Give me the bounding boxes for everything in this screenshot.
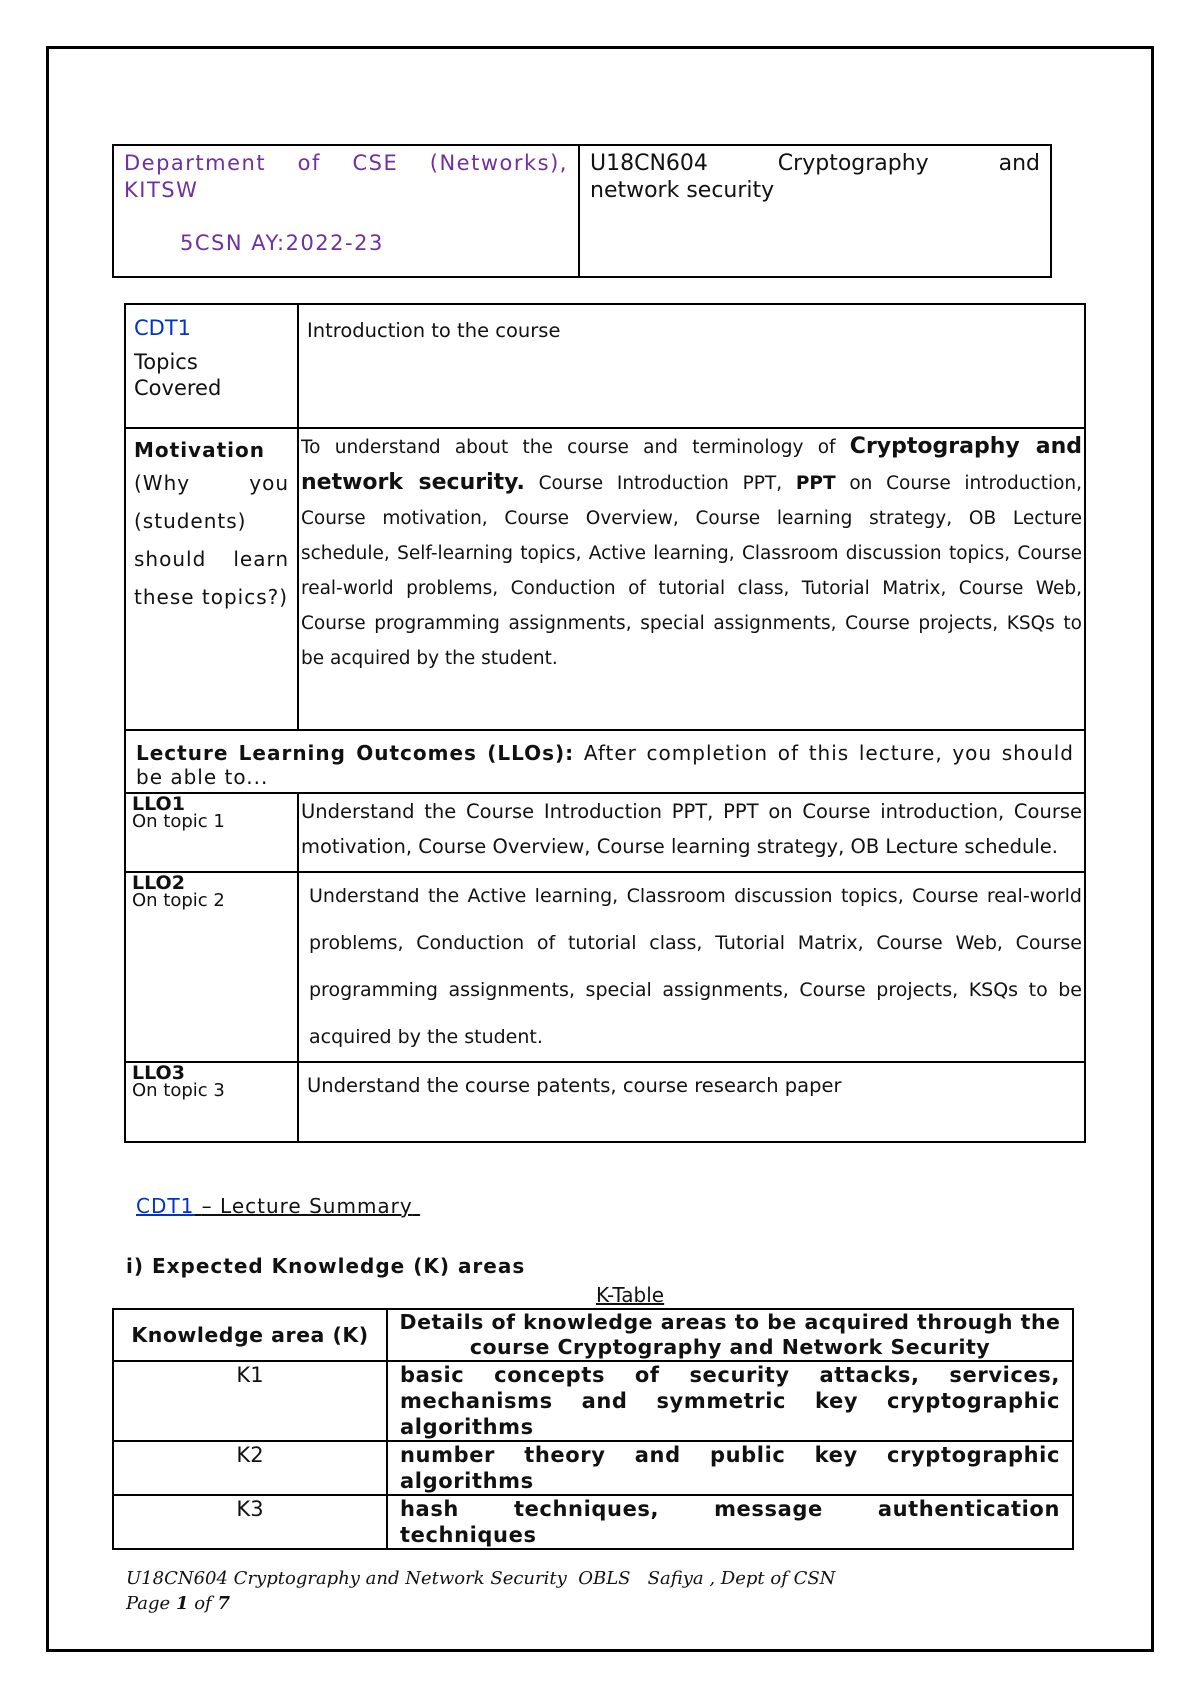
k-table [112,1308,1074,1550]
course-title-part2: and [998,151,1040,176]
k-detail: basic concepts of security attacks, services, mechanisms and symmetric key cryptographic algorithms [387,1361,1073,1441]
motivation-text: To understand about the course and terminology of Cryptography and network security. Course Introduction PPT, PPT on Course introduction, Course motivation, Course Overview, Course learning strategy, OB Lecture schedule, Self-learning topics, Active learning, Classroom discussion topics, Course real-world problems, Conduction of tutorial class, Tutorial Matrix, Course Web, Course programming assignments, special assignments, Course projects, KSQs to be acquired by the student. [298,428,1085,730]
llo2-text: Understand the Active learning, Classroom discussion topics, Course real-world problems, Conduction of tutorial class, Tutorial Matrix, Course Web, Course programming assignments, special assignments, Course projects, KSQs to be acquired by the student. [298,872,1085,1062]
motivation-label: Motivation [134,438,265,462]
llo1-text: Understand the Course Introduction PPT, PPT on Course introduction, Course motivation, Course Overview, Course learning strategy, OB Lecture schedule. [298,793,1085,872]
k-detail: hash techniques, message authentication techniques [387,1495,1073,1549]
lecture-summary-title: CDT1 – Lecture Summary [136,1194,413,1218]
course-cell [579,145,1051,277]
topics-value: Introduction to the course [298,304,1085,428]
cdt-link[interactable]: CDT1 [136,1194,195,1218]
footer [126,1566,835,1616]
course-title-line2: network security [590,178,775,203]
motivation-label-cell [125,428,298,730]
motivation-sub: (Why you (students) should learn these topics?) [134,471,289,609]
k-id: K1 [113,1361,387,1441]
llo1-id-cell: LLO1 On topic 1 [125,793,298,872]
table-row [113,1441,1073,1495]
course-title-part1: Cryptography [777,151,929,176]
llo3-text: Understand the course patents, course research paper [298,1062,1085,1142]
k-id: K3 [113,1495,387,1549]
k-detail: number theory and public key cryptographic algorithms [387,1441,1073,1495]
department-cell [113,145,579,277]
dept-line1: Department of CSE (Networks), [124,151,568,175]
k-col-header: Knowledge area (K) [113,1309,387,1361]
header-table [112,144,1052,278]
footer-course-line: U18CN604 Cryptography and Network Security OBLS Safiya , Dept of CSN [126,1568,836,1589]
llo2-id-cell: LLO2 On topic 2 [125,872,298,1062]
cdt-id: CDT1 [134,316,192,340]
topics-label: Topics Covered [134,350,222,400]
academic-year: 5CSN AY:2022-23 [180,231,384,255]
ktable-title: K-Table [596,1283,665,1307]
table-row [113,1361,1073,1441]
dept-line2: KITSW [124,178,199,202]
details-col-header: Details of knowledge areas to be acquired through the course Cryptography and Network Security [387,1309,1073,1361]
table-row [113,1495,1073,1549]
k-id: K2 [113,1441,387,1495]
llo3-id-cell: LLO3 On topic 3 [125,1062,298,1142]
knowledge-heading: i) Expected Knowledge (K) areas [126,1254,526,1278]
cdt-table [124,303,1086,1143]
cdt-id-cell [125,304,298,428]
page-number: Page 1 of 7 [126,1593,230,1614]
llo-heading: Lecture Learning Outcomes (LLOs): After completion of this lecture, you should be able to... [125,730,1085,793]
course-code: U18CN604 [590,151,708,176]
